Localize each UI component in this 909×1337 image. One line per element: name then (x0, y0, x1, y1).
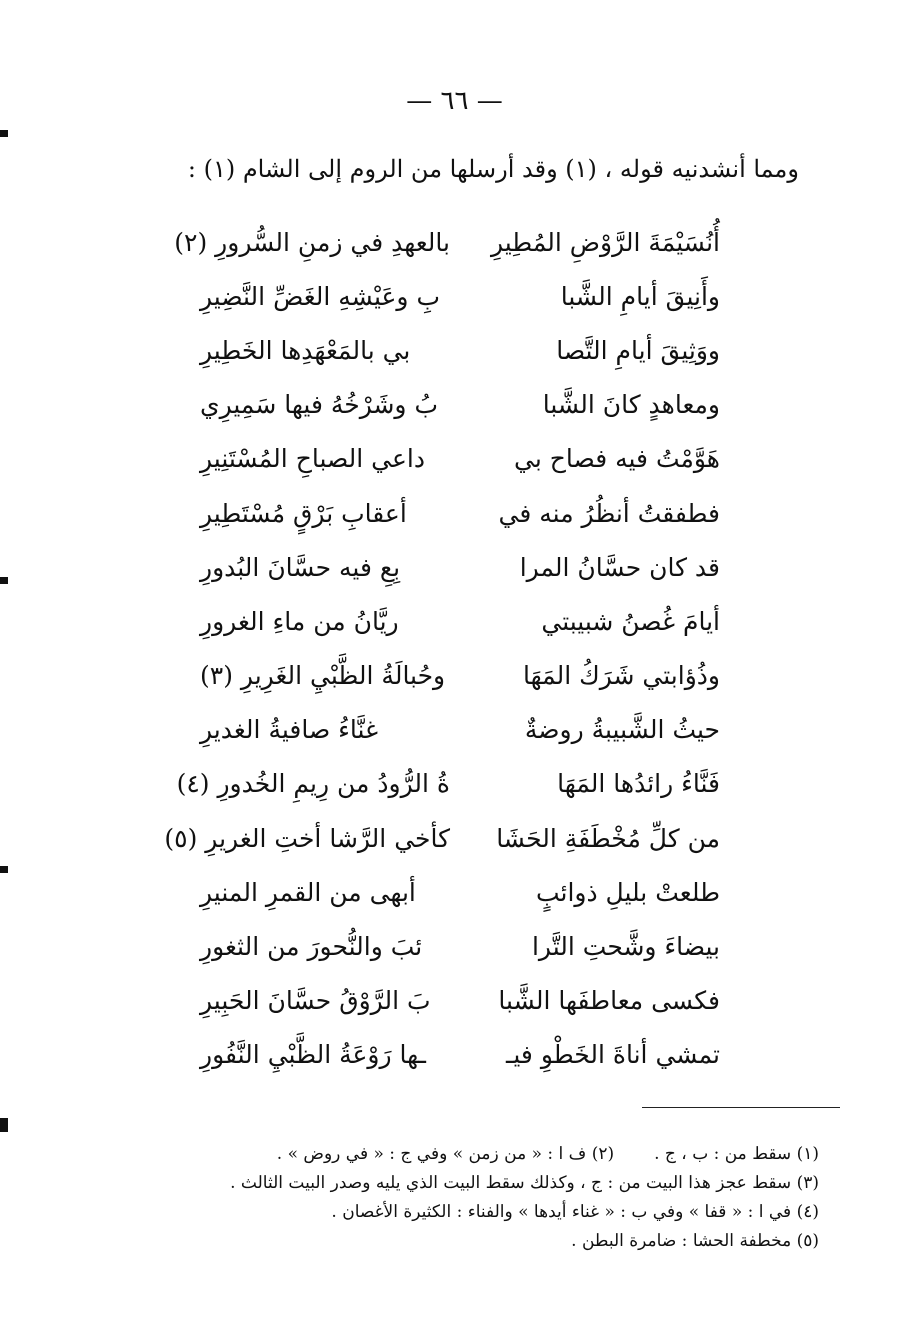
footnote-1: (١) سقط من : ب ، ج . (654, 1144, 819, 1164)
verse (200, 649, 720, 703)
margin-mark (0, 1118, 8, 1132)
verse-second-hemistich: بي بالمَعْهَدِها الخَطِيرِ (200, 335, 411, 365)
footnotes (99, 1140, 819, 1256)
verse (200, 432, 720, 486)
verse (164, 811, 720, 865)
verse-first-hemistich: فطفقتُ أنظُرُ منه في (498, 498, 720, 528)
verse-second-hemistich: بَ الرَّوْقُ حسَّانَ الحَبِيرِ (200, 986, 431, 1016)
verse-second-hemistich: ئبَ والنُّحورَ من الثغورِ (200, 932, 423, 962)
verse-second-hemistich: ريَّانُ من ماءِ الغرورِ (200, 606, 399, 636)
verse-first-hemistich: طلعتْ بليلِ ذوائبٍ (535, 877, 720, 907)
verse-second-hemistich: كأخي الرَّشا أختِ الغريرِ (٥) (164, 823, 450, 853)
verse (176, 757, 720, 811)
poem-verses (164, 215, 720, 1082)
verse-first-hemistich: ووَثِيقَ أيامِ التَّصا (556, 335, 720, 365)
verse (200, 865, 720, 919)
verse-first-hemistich: وذُؤابتي شَرَكُ المَهَا (523, 661, 720, 691)
verse (200, 486, 720, 540)
margin-mark (0, 866, 8, 873)
verse (200, 540, 720, 594)
verse-second-hemistich: بُ وشَرْخُهُ فيها سَمِيرِي (200, 390, 438, 420)
verse-second-hemistich: غنَّاءُ صافيةُ الغديرِ (200, 715, 379, 745)
verse-first-hemistich: من كلِّ مُخْطَفَةِ الحَشَا (496, 823, 720, 853)
footnote-5: (٥) مخطفة الحشا : ضامرة البطن . (571, 1231, 819, 1251)
margin-mark (0, 130, 8, 137)
page-number: — ٦٦ — (406, 86, 503, 116)
verse-first-hemistich: أيامَ غُصنُ شبيبتي (541, 606, 720, 636)
verse-first-hemistich: تمشي أناةَ الخَطْوِ فيـ (506, 1040, 720, 1070)
verse-first-hemistich: فَنَّاءُ رائدُها المَهَا (557, 769, 720, 799)
intro-line: ومما أنشدنيه قوله ، (١) وقد أرسلها من الروم إلى الشام (١) : (187, 155, 799, 183)
verse (200, 269, 720, 323)
verse-first-hemistich: ومعاهدٍ كانَ الشَّبا (542, 390, 720, 420)
verse-first-hemistich: وأَنِيقَ أيامِ الشَّبا (560, 281, 720, 311)
verse-second-hemistich: ةُ الرُّودُ من رِيمِ الخُدورِ (٤) (176, 769, 450, 799)
verse (174, 215, 720, 269)
verse-second-hemistich: وحُبالَةُ الظَّبْيِ الغَرِيرِ (٣) (200, 661, 446, 691)
verse-second-hemistich: أعقابِ بَرْقٍ مُسْتَطِيرِ (200, 498, 407, 528)
verse-first-hemistich: فكسى معاطفَها الشَّبا (498, 986, 720, 1016)
verse-first-hemistich: بيضاءَ وشَّحتِ التَّرا (531, 932, 720, 962)
verse-second-hemistich: بالعهدِ في زمنِ السُّرورِ (٢) (174, 227, 450, 257)
verse-first-hemistich: قد كان حسَّانُ المرا (519, 552, 720, 582)
verse (200, 594, 720, 648)
verse-second-hemistich: داعي الصباحِ المُسْتَنِيرِ (200, 444, 426, 474)
verse (200, 974, 720, 1028)
verse-second-hemistich: بِ وعَيْشِهِ الغَضِّ النَّضِيرِ (200, 281, 440, 311)
margin-mark (0, 577, 8, 584)
verse-second-hemistich: أبهى من القمرِ المنيرِ (200, 877, 416, 907)
footnote-4: (٤) في ا : « قفا » وفي ب : « غناء أيدها » والفناء : الكثيرة الأغصان . (331, 1202, 819, 1222)
verse-first-hemistich: حيثُ الشَّبيبةُ روضةٌ (524, 715, 720, 745)
footnote-row (99, 1140, 819, 1169)
verse-second-hemistich: بِعِ فيه حسَّانَ البُدورِ (200, 552, 401, 582)
verse (200, 1028, 720, 1082)
footnote-divider (642, 1107, 840, 1108)
verse (200, 919, 720, 973)
verse (200, 703, 720, 757)
verse-second-hemistich: ـها رَوْعَةُ الظَّبْيِ النَّفُورِ (200, 1040, 426, 1070)
verse (200, 378, 720, 432)
footnote-2: (٢) ف ا : « من زمن » وفي ج : « في روض » . (276, 1144, 615, 1164)
footnote-3: (٣) سقط عجز هذا البيت من : ج ، وكذلك سقط البيت الذي يليه وصدر البيت الثالث . (230, 1173, 819, 1193)
verse-first-hemistich: هَوَّمْتُ فيه فصاح بي (514, 444, 720, 474)
verse (200, 323, 720, 377)
verse-first-hemistich: أُنُسَيْمَةَ الرَّوْضِ المُطِيرِ (490, 227, 720, 257)
